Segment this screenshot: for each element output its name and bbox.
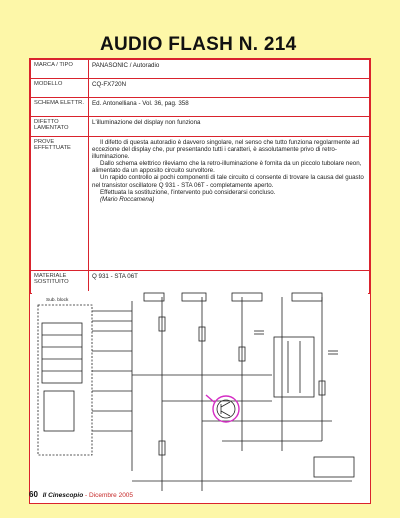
label-materiale: MATERIALE SOSTITUITO: [31, 271, 89, 294]
prove-paragraph: Dallo schema elettrico rileviamo che la retro-illuminazione è fornita da un piccolo tubolare neon, alimentato da un apposito circuito survoltore.: [92, 160, 362, 175]
prove-paragraph: Un rapido controllo ai pochi componenti di tale circuito ci consente di trovare la causa del guasto nel transistor oscillatore Q 931 - STA 06T - completamente aperto.: [92, 174, 364, 189]
footer: [29, 490, 133, 499]
label-marca: MARCA / TIPO: [31, 60, 89, 79]
circuit-schematic: [32, 291, 368, 501]
value-difetto: L'illuminazione del display non funziona: [89, 117, 370, 137]
row-marca: [31, 60, 370, 79]
value-marca: PANASONIC / Autoradio: [89, 60, 370, 79]
row-schema: [31, 98, 370, 117]
schematic-label-sub-block: Sub. block: [46, 298, 69, 303]
value-materiale: Q 931 - STA 06T: [89, 271, 370, 294]
repair-card: [29, 58, 371, 504]
info-table: [30, 59, 370, 294]
label-schema: SCHEMA ELETTR.: [31, 98, 89, 117]
value-modello: CQ-FX720N: [89, 79, 370, 98]
issue-date: - Dicembre 2005: [84, 492, 134, 499]
label-prove: PROVE EFFETTUATE: [31, 137, 89, 271]
row-modello: [31, 79, 370, 98]
row-prove: [31, 137, 370, 271]
prove-signature: (Mario Roccamena): [100, 195, 155, 203]
prove-paragraph: Effettuata la sostituzione, l'intervento può considerarsi concluso.: [100, 188, 276, 196]
value-schema: Ed. Antonelliana - Vol. 36, pag. 358: [89, 98, 370, 117]
label-difetto: DIFETTO LAMENTATO: [31, 117, 89, 137]
page-number: 60: [29, 490, 38, 499]
row-difetto: [31, 117, 370, 137]
prove-text: [89, 137, 370, 271]
page-title: AUDIO FLASH N. 214: [100, 34, 297, 55]
prove-paragraph: Il difetto di questa autoradio è davvero singolare, nel senso che tutto funziona regolarmente ad eccezione del display che, pur presentando tutti i caratteri, è assolutamente privo di retro-illuminazione.: [92, 139, 360, 161]
label-modello: MODELLO: [31, 79, 89, 98]
magazine-name: Il Cinescopio: [42, 492, 84, 499]
